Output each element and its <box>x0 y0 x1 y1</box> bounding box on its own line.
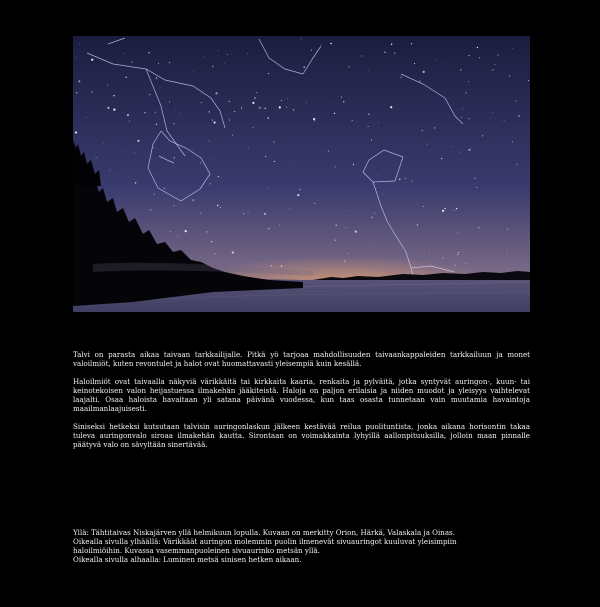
star <box>91 59 93 61</box>
star <box>259 107 261 109</box>
star <box>178 214 179 215</box>
star <box>394 52 395 53</box>
star <box>441 158 442 159</box>
star <box>227 54 228 55</box>
star <box>344 260 345 261</box>
star <box>156 124 157 125</box>
star <box>113 109 115 111</box>
star <box>341 97 342 98</box>
star <box>376 188 377 189</box>
star <box>411 43 412 44</box>
star <box>215 253 216 254</box>
star <box>313 118 315 120</box>
star <box>75 131 77 133</box>
star <box>293 109 294 110</box>
star <box>201 94 202 95</box>
star <box>257 198 258 199</box>
star <box>495 64 496 65</box>
star <box>303 66 304 67</box>
star <box>164 188 165 189</box>
star <box>474 178 475 179</box>
star <box>444 208 445 209</box>
photo-caption <box>73 528 530 564</box>
star <box>212 120 213 121</box>
star <box>423 206 424 207</box>
star <box>521 51 522 52</box>
body-paragraph: Siniseksi hetkeksi kutsutaan talvisin auringonlaskun jälkeen kestävää reilua puolituntista, jonka aikana horisontin takaa tuleva auringonvalo siroaa ilmakehän kautta. Sirontaan on voimakkainta lyhyillä aallonpituuksilla, jolloin maan pinnalle päätyvä valo on sävyltään sinertävää. <box>73 421 530 449</box>
star <box>287 98 288 99</box>
star <box>144 112 145 113</box>
star <box>287 200 288 201</box>
star <box>462 108 463 109</box>
star <box>206 231 207 232</box>
star <box>212 66 213 67</box>
star <box>209 111 210 112</box>
star <box>175 109 176 110</box>
star <box>465 263 466 264</box>
star <box>507 229 508 230</box>
star <box>378 123 379 124</box>
star <box>482 135 483 136</box>
star <box>173 123 174 124</box>
star <box>192 199 194 201</box>
star <box>96 157 97 158</box>
star <box>279 225 280 226</box>
star <box>193 150 194 151</box>
star <box>468 81 469 82</box>
star <box>213 159 214 160</box>
star <box>398 262 399 263</box>
star <box>203 57 204 58</box>
star <box>178 236 179 237</box>
star <box>352 120 353 121</box>
star <box>444 63 445 64</box>
star <box>468 55 469 56</box>
star <box>516 164 517 165</box>
star <box>419 81 420 82</box>
star <box>169 101 170 102</box>
star <box>158 63 159 64</box>
star <box>150 209 151 210</box>
star <box>515 100 516 101</box>
star <box>113 95 115 97</box>
star <box>123 126 124 127</box>
star <box>377 174 378 175</box>
star <box>399 179 400 180</box>
star <box>493 112 494 113</box>
star <box>330 43 332 45</box>
star <box>361 55 362 56</box>
star <box>479 57 480 58</box>
body-text <box>73 350 530 457</box>
star <box>117 74 118 75</box>
star <box>215 92 217 94</box>
star <box>221 177 222 178</box>
star <box>468 118 469 119</box>
star <box>422 130 423 131</box>
star <box>156 77 157 78</box>
star <box>391 43 392 44</box>
star <box>411 181 412 182</box>
star <box>451 146 452 147</box>
star <box>254 97 255 98</box>
star <box>118 175 119 176</box>
star <box>455 264 456 265</box>
star <box>355 231 357 233</box>
star <box>78 80 80 82</box>
star <box>465 92 466 93</box>
star <box>330 104 331 105</box>
star <box>476 187 477 188</box>
star <box>91 91 92 92</box>
star <box>218 50 219 51</box>
star <box>185 230 187 232</box>
star <box>243 213 244 214</box>
star <box>518 115 519 116</box>
star <box>345 211 346 212</box>
star <box>504 120 505 121</box>
star <box>468 149 470 151</box>
star <box>217 205 218 206</box>
star <box>492 69 493 70</box>
star <box>434 127 435 128</box>
star <box>160 88 161 89</box>
star <box>109 170 110 171</box>
star <box>498 55 499 56</box>
caption-line: Yllä: Tähtitaivas Niskajärven yllä helmikuun lopulla. Kuvaan on merkitty Orion, Härkä, Valaskala ja Oinas. <box>73 528 455 537</box>
star <box>232 251 234 253</box>
star <box>301 39 302 40</box>
star <box>320 73 321 74</box>
star <box>286 107 287 108</box>
star <box>343 101 344 102</box>
star <box>180 113 181 114</box>
star <box>364 229 365 230</box>
star <box>290 164 291 165</box>
star <box>229 120 230 121</box>
star <box>405 178 406 179</box>
star <box>390 106 392 108</box>
star <box>148 225 149 226</box>
star <box>153 194 154 195</box>
star <box>170 231 171 232</box>
star <box>134 153 135 154</box>
star <box>268 73 269 74</box>
star <box>429 252 430 253</box>
star <box>232 135 233 136</box>
star <box>273 142 274 143</box>
star <box>335 166 336 167</box>
star <box>371 217 372 218</box>
star <box>135 182 136 183</box>
star <box>131 61 132 62</box>
star <box>264 108 265 109</box>
star <box>426 144 427 145</box>
star <box>435 60 436 61</box>
star <box>334 113 335 114</box>
star <box>268 228 269 229</box>
star <box>211 241 212 242</box>
star <box>193 70 194 71</box>
star <box>76 92 77 93</box>
star <box>383 194 384 195</box>
star <box>107 85 108 86</box>
star <box>348 66 349 67</box>
star <box>456 208 457 209</box>
star <box>353 164 354 165</box>
star <box>210 183 211 184</box>
body-paragraph: Haloilmiöt ovat taivaalla näkyviä värikkäitä tai kirkkaita kaaria, renkaita ja pylväitä, jotka syntyvät auringon-, kuun- tai keinotekoisen valon heijastuessa ilmakehän jääkiteistä. Haloja on paljon erilaisia ja niiden muodot ja yleisyys vaihtelevat laajalti. Osaa haloista havaitaan yli satana päivänä vuodessa, kun taas osasta tunnetaan vain muutamia havaintoja maailmanlaajuisesti. <box>73 376 530 413</box>
star <box>155 112 156 113</box>
star <box>299 189 300 190</box>
star <box>247 53 248 54</box>
star <box>512 48 513 49</box>
star <box>461 117 462 118</box>
night-sky-photo <box>73 36 530 312</box>
star <box>279 106 281 108</box>
star <box>281 265 282 266</box>
star <box>203 132 204 133</box>
caption-line: Oikealla sivulla ylhäällä: Värikkäät auringon molemmin puolin ilmenevät sivuauringot kuuluvat yleisimpiin <box>73 537 457 547</box>
star <box>281 229 282 230</box>
star <box>253 127 254 128</box>
star <box>80 88 81 89</box>
star <box>224 63 225 64</box>
star <box>86 117 87 118</box>
star <box>311 50 312 51</box>
star <box>528 80 529 81</box>
star <box>368 114 369 115</box>
star <box>281 100 282 101</box>
caption-line: haloilmiöihin. Kuvassa vasemmanpuoleinen sivuaurinko metsän yllä. <box>73 546 320 556</box>
star <box>248 147 249 148</box>
night-sky-illustration <box>73 36 530 312</box>
body-paragraph: Talvi on parasta aikaa taivaan tarkkailijalle. Pitkä yö tarjoaa mahdollisuuden taivaankappaleiden tarkkailuun ja monet valoilmiöt, kuten revontulet ja halot ovat huomattavasti yleisempiä kuin kesällä. <box>73 350 530 369</box>
star <box>384 52 385 53</box>
star <box>107 107 109 109</box>
star <box>458 232 459 233</box>
star <box>370 246 371 247</box>
star <box>478 227 479 228</box>
star <box>127 114 129 116</box>
star <box>129 121 130 122</box>
star <box>248 211 249 212</box>
star <box>509 75 510 76</box>
star <box>454 210 455 211</box>
star <box>507 253 508 254</box>
star <box>306 102 307 103</box>
star <box>214 121 216 123</box>
star <box>234 111 235 112</box>
star <box>336 225 337 226</box>
star <box>242 230 243 231</box>
star <box>314 120 315 121</box>
star <box>76 57 77 58</box>
star <box>414 63 415 64</box>
star <box>400 77 401 78</box>
star <box>220 207 221 208</box>
star <box>442 210 444 212</box>
star <box>149 94 150 95</box>
star <box>241 108 242 109</box>
star <box>458 252 459 253</box>
star <box>267 117 268 118</box>
star <box>274 161 275 162</box>
star <box>512 141 513 142</box>
star <box>79 43 80 44</box>
star <box>201 102 202 103</box>
star <box>460 152 461 153</box>
star <box>265 156 266 157</box>
star <box>153 147 154 148</box>
star <box>423 71 425 73</box>
star <box>477 47 478 48</box>
star <box>328 150 329 151</box>
star <box>417 224 418 225</box>
star <box>137 140 139 142</box>
caption-line: Oikealla sivulla alhaalla: Luminen metsä sinisen hetken aikaan. <box>73 555 302 565</box>
star <box>173 205 174 206</box>
star <box>229 101 230 102</box>
star <box>264 213 266 215</box>
star <box>289 208 290 209</box>
star <box>345 227 346 228</box>
star <box>218 176 219 177</box>
star <box>314 203 315 204</box>
star <box>126 77 127 78</box>
star <box>252 102 254 104</box>
star <box>169 62 170 63</box>
star <box>460 69 461 70</box>
star <box>297 194 299 196</box>
star <box>103 142 104 143</box>
star <box>371 140 372 141</box>
star <box>363 251 364 252</box>
star <box>374 212 375 213</box>
star <box>200 162 201 163</box>
star <box>174 157 175 158</box>
star <box>209 141 210 142</box>
star <box>256 92 257 93</box>
star <box>442 257 443 258</box>
star <box>200 257 201 258</box>
star <box>200 213 201 214</box>
star <box>347 253 348 254</box>
star <box>124 53 125 54</box>
star <box>267 188 268 189</box>
star <box>335 239 336 240</box>
star <box>148 52 149 53</box>
star <box>321 44 322 45</box>
star <box>519 114 520 115</box>
star <box>271 265 272 266</box>
star <box>368 70 369 71</box>
star <box>368 126 369 127</box>
star <box>457 254 458 255</box>
